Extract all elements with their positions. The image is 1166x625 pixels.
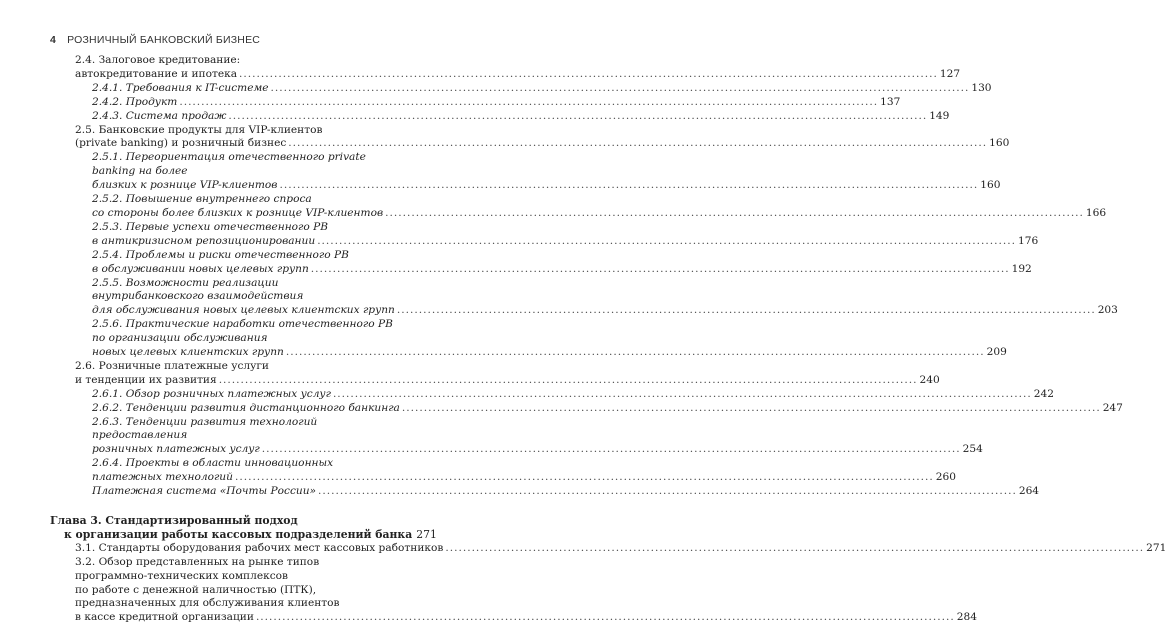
toc-entry-row xyxy=(92,262,1032,277)
dot-leader xyxy=(288,137,987,149)
toc-entry-row xyxy=(50,527,437,542)
toc-page-number: 247 xyxy=(1102,401,1123,414)
dot-leader xyxy=(286,346,985,358)
toc-entry-line: 2.5.2. Повышение внутреннего спроса xyxy=(92,193,312,206)
toc-page-number: 127 xyxy=(939,67,961,80)
toc-entry-row xyxy=(75,373,940,388)
toc-entry-line: предназначенных для обслуживания клиентов xyxy=(75,597,340,610)
toc-entry-title: Платежная система «Почты России» xyxy=(92,485,317,498)
toc-entry-title: 2.6.1. Обзор розничных платежных услуг xyxy=(92,387,331,400)
toc-entry-line: 2.5. Банковские продукты для VIP-клиентов xyxy=(75,123,323,136)
toc-entry-row xyxy=(92,81,992,96)
toc-entry-line: 2.5.3. Первые успехи отечественного PB xyxy=(92,220,329,233)
toc-entry xyxy=(50,387,1054,402)
dot-leader xyxy=(219,374,918,386)
dot-leader xyxy=(271,82,970,94)
toc-page-number: 284 xyxy=(956,611,977,624)
toc-entry-row xyxy=(92,179,1001,193)
toc-page-number: 130 xyxy=(971,81,992,94)
toc-entry xyxy=(50,401,1123,416)
toc-entry-row xyxy=(75,67,961,82)
page-number: 4 xyxy=(50,34,57,46)
toc-entry xyxy=(50,318,1007,360)
toc-entry xyxy=(50,541,1166,556)
toc-page-number: 264 xyxy=(1018,485,1040,498)
toc-entry-line: внутрибанковского взаимодействия xyxy=(92,290,304,303)
toc-entry xyxy=(50,485,1040,499)
toc-entry-row xyxy=(92,95,901,110)
toc-page-number: 192 xyxy=(1011,262,1032,275)
toc-entry-line: по работе с денежной наличностью (ПТК), xyxy=(75,583,317,596)
toc-entry-row xyxy=(75,541,1166,556)
toc-entry-line: по организации обслуживания xyxy=(92,332,268,345)
toc-page-number: 254 xyxy=(962,443,983,456)
dot-leader xyxy=(445,542,1144,554)
toc-entry-row xyxy=(92,109,950,124)
dot-leader xyxy=(228,110,927,122)
toc-entry xyxy=(50,193,1107,221)
toc-entry-row xyxy=(92,304,1118,318)
toc-entry xyxy=(50,248,1032,277)
toc-entry xyxy=(50,457,956,485)
toc-entry-title: платежных технологий xyxy=(92,471,233,484)
toc-entry-title: и тенденции их развития xyxy=(75,373,217,386)
toc-page-number: 240 xyxy=(919,373,940,386)
toc-entry-line: 2.5.5. Возможности реализации xyxy=(92,276,279,289)
toc-entry-line: 2.6.4. Проекты в области инновационных xyxy=(92,457,334,470)
running-title: РОЗНИЧНЫЙ БАНКОВСКИЙ БИЗНЕС xyxy=(67,34,261,46)
toc-entry-row xyxy=(75,611,977,625)
dot-leader xyxy=(239,68,938,80)
toc-entry xyxy=(50,151,1001,193)
toc-entry xyxy=(50,109,950,124)
toc-page-number: 149 xyxy=(929,109,950,122)
toc-entry-line: 2.5.6. Практические наработки отечественного PB xyxy=(92,318,393,331)
dot-leader xyxy=(402,402,1101,414)
toc-entry xyxy=(50,555,977,625)
toc-page-number: 242 xyxy=(1033,387,1054,400)
toc-entry-row xyxy=(92,401,1123,416)
toc-page-number: 160 xyxy=(989,137,1010,150)
toc-entry-row xyxy=(92,443,983,457)
toc-entry xyxy=(50,276,1118,319)
toc-entry-row xyxy=(92,234,1039,249)
dot-leader xyxy=(256,611,955,623)
table-of-contents xyxy=(50,54,1166,625)
toc-page-number: 166 xyxy=(1085,206,1107,219)
toc-entry-title: в антикризисном репозиционировании xyxy=(92,234,316,247)
toc-entry-title: для обслуживания новых целевых клиентских групп xyxy=(92,304,395,317)
toc-entry xyxy=(50,415,983,458)
toc-page-number: 271 xyxy=(1146,541,1166,554)
toc-entry-row xyxy=(92,471,956,485)
dot-leader xyxy=(179,96,878,108)
toc-page-number: 260 xyxy=(935,471,956,484)
dot-leader xyxy=(318,485,1017,497)
toc-page-number: 160 xyxy=(980,179,1001,192)
toc-entry-title: 2.4.2. Продукт xyxy=(92,95,178,108)
toc-entry-title: в кассе кредитной организации xyxy=(75,611,254,624)
dot-leader xyxy=(279,179,978,191)
toc-entry-title: автокредитование и ипотека xyxy=(75,67,238,80)
toc-entry-title: розничных платежных услуг xyxy=(92,443,260,456)
dot-leader xyxy=(317,235,1016,247)
toc-page-number: 176 xyxy=(1017,234,1039,247)
toc-entry xyxy=(50,359,940,388)
toc-entry-title: в обслуживании новых целевых групп xyxy=(92,262,309,275)
dot-leader xyxy=(333,388,1032,400)
dot-leader xyxy=(235,471,934,483)
dot-leader xyxy=(311,263,1010,275)
toc-entry-title: новых целевых клиентских групп xyxy=(92,346,284,359)
toc-entry-line: программно-технических комплексов xyxy=(75,569,289,582)
toc-page-number: 209 xyxy=(986,346,1007,359)
toc-entry xyxy=(50,95,901,110)
toc-entry-title: 2.4.1. Требования к IT-системе xyxy=(92,81,269,94)
toc-entry-title: близких к рознице VIP-клиентов xyxy=(92,179,278,192)
dot-leader xyxy=(397,304,1096,316)
toc-entry-row xyxy=(92,485,1040,499)
toc-entry-line: 3.2. Обзор представленных на рынке типов xyxy=(75,555,320,568)
toc-entry xyxy=(50,220,1039,249)
toc-page-number: 137 xyxy=(880,95,901,108)
toc-entry xyxy=(50,123,1010,152)
toc-entry-line: 2.6. Розничные платежные услуги xyxy=(75,359,269,372)
toc-entry-title: 2.6.2. Тенденции развития дистанционного банкинга xyxy=(92,401,400,414)
toc-entry-title: со стороны более близких к рознице VIP-клиентов xyxy=(92,206,384,219)
toc-entry-row xyxy=(75,137,1010,151)
toc-entry-row xyxy=(92,206,1107,221)
toc-entry-line: Глава 3. Стандартизированный подход xyxy=(50,514,298,527)
toc-entry xyxy=(50,54,961,82)
toc-entry xyxy=(50,81,992,96)
toc-entry-line: 2.5.1. Переориентация отечественного private banking на более xyxy=(92,151,366,178)
toc-page-number: 203 xyxy=(1097,304,1118,317)
toc-entry-line: 2.5.4. Проблемы и риски отечественного PB xyxy=(92,248,349,261)
toc-entry-line: 2.6.3. Тенденции развития технологий предоставления xyxy=(92,415,318,442)
toc-entry-title: 2.4.3. Система продаж xyxy=(92,109,227,122)
dot-leader xyxy=(385,207,1084,219)
running-head xyxy=(50,34,260,46)
toc-entry-title: (private banking) и розничный бизнес xyxy=(75,137,287,150)
toc-entry-title: 3.1. Стандарты оборудования рабочих мест кассовых работников xyxy=(75,541,444,554)
toc-page-number: 271 xyxy=(416,527,437,541)
dot-leader xyxy=(262,443,961,455)
toc-entry-title: к организации работы кассовых подразделений банка xyxy=(64,527,413,541)
toc-chapter xyxy=(50,514,437,542)
toc-entry-row xyxy=(92,387,1054,402)
toc-entry-line: 2.4. Залоговое кредитование: xyxy=(75,54,241,66)
toc-entry-row xyxy=(92,346,1007,360)
